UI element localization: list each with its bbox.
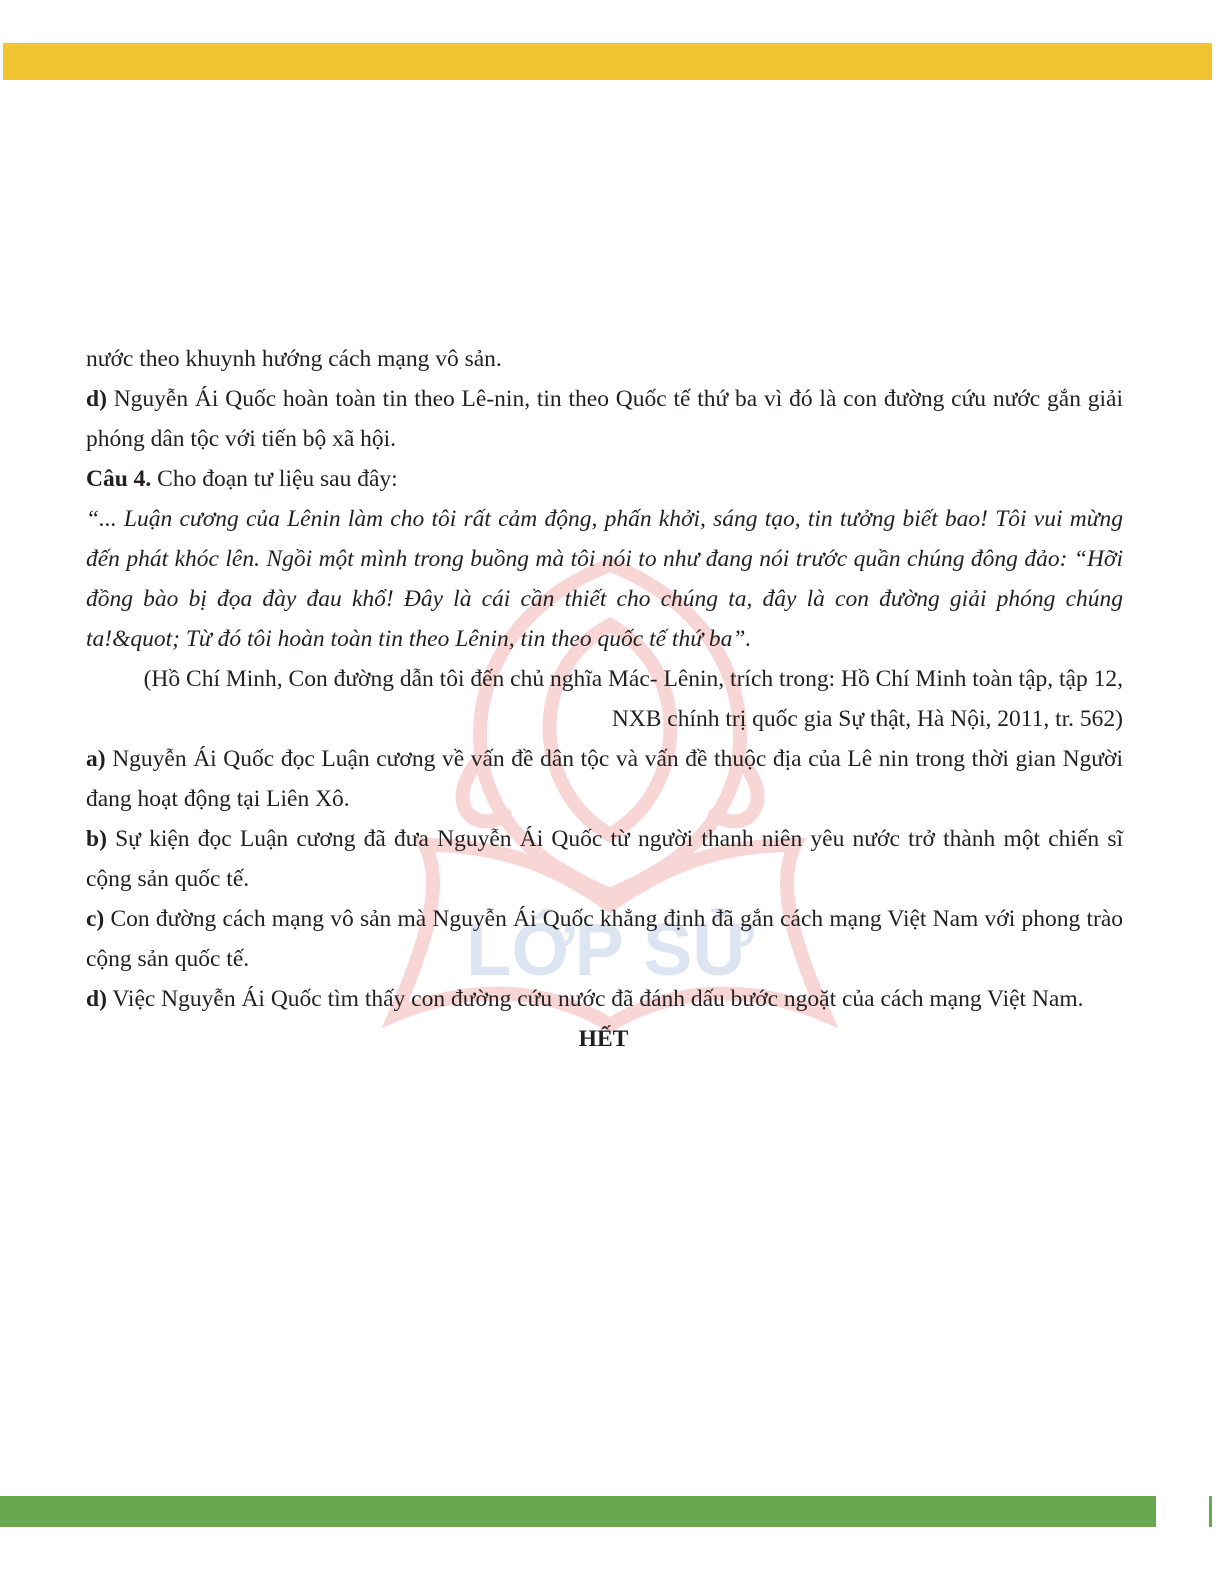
option-text: Việc Nguyễn Ái Quốc tìm thấy con đường cứu nước đã đánh dấu bước ngoặt của cách mạng Việt Nam.: [106, 986, 1084, 1012]
option-label: c): [86, 906, 105, 932]
bottom-accent-bar: [0, 1496, 1156, 1527]
question-prompt: Cho đoạn tư liệu sau đây:: [151, 466, 398, 492]
previous-option-d: [86, 379, 1123, 459]
option-label: d): [86, 986, 107, 1012]
option-text: Nguyễn Ái Quốc đọc Luận cương về vấn đề dân tộc và vấn đề thuộc địa của Lê nin trong thời gian Người đang hoạt động tại Liên Xô.: [86, 746, 1123, 812]
top-accent-bar: [3, 43, 1212, 80]
option-label: a): [86, 746, 106, 772]
option-text: Sự kiện đọc Luận cương đã đưa Nguyễn Ái Quốc từ người thanh niên yêu nước trở thành một chiến sĩ cộng sản quốc tế.: [86, 826, 1123, 892]
end-mark: HẾT: [578, 1026, 629, 1052]
source-quote: “... Luận cương của Lênin làm cho tôi rất cảm động, phấn khởi, sáng tạo, tin tưởng biết bao! Tôi vui mừng đến phát khóc lên. Ngồi một mình trong buồng mà tôi nói to như đang nói trước quần chúng đông đảo: “Hỡi đồng bào bị đọa đày đau khổ! Đây là cái cần thiết cho chúng ta, đây là con đường giải phóng chúng ta!&quot; Từ đó tôi hoàn toàn tin theo Lênin, tin theo quốc tế thứ ba”.: [86, 506, 1123, 652]
question-4-heading: [86, 459, 1123, 499]
option-d: [86, 979, 1123, 1019]
option-text: Nguyễn Ái Quốc hoàn toàn tin theo Lê-nin, tin theo Quốc tế thứ ba vì đó là con đường cứu nước gắn giải phóng dân tộc với tiến bộ xã hội.: [86, 386, 1123, 452]
question-label: Câu 4.: [86, 466, 152, 492]
option-a: [86, 739, 1123, 819]
quote-citation: (Hồ Chí Minh, Con đường dẫn tôi đến chủ nghĩa Mác- Lênin, trích trong: Hồ Chí Minh toàn tập, tập 12, NXB chính trị quốc gia Sự thật, Hà Nội, 2011, tr. 562): [143, 666, 1123, 732]
option-c: [86, 899, 1123, 979]
document-body: [86, 339, 1123, 1059]
option-b: [86, 819, 1123, 899]
option-label: b): [86, 826, 107, 852]
bottom-accent-tick: [1209, 1496, 1212, 1527]
option-text: Con đường cách mạng vô sản mà Nguyễn Ái Quốc khẳng định đã gắn cách mạng Việt Nam với phong trào cộng sản quốc tế.: [86, 906, 1123, 972]
continuation-line: nước theo khuynh hướng cách mạng vô sản.: [86, 346, 502, 372]
option-label: d): [86, 386, 107, 412]
watermark-text: LỚP SỬ: [466, 908, 754, 991]
